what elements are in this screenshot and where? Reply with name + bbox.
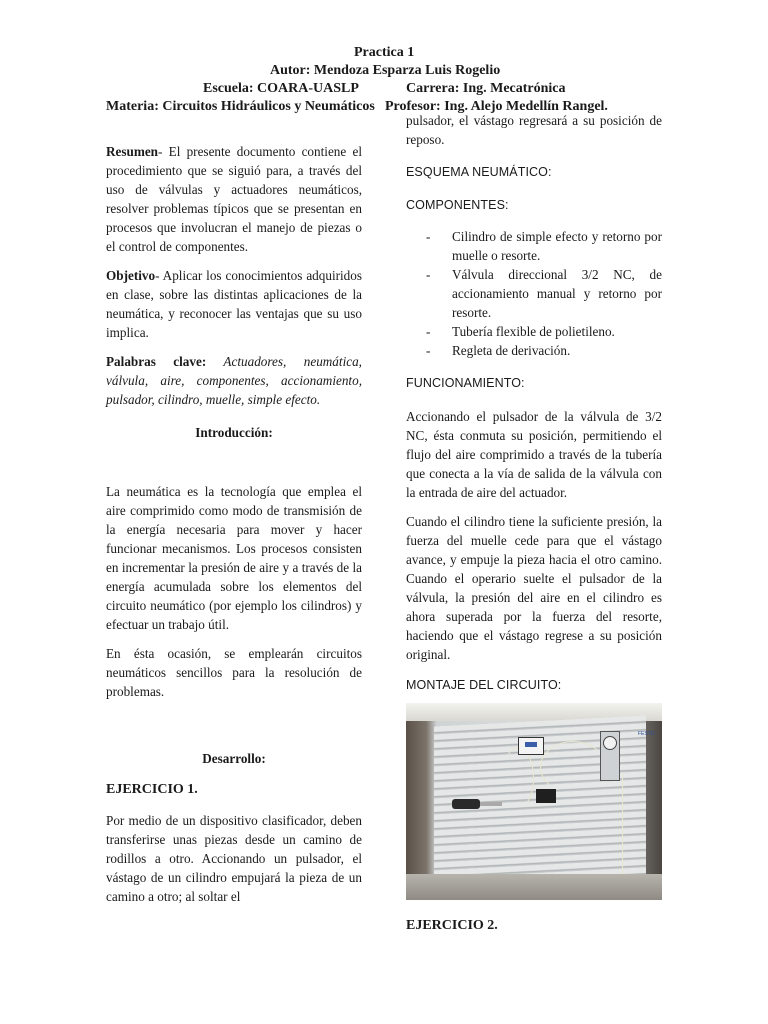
components-heading: COMPONENTES: bbox=[406, 198, 509, 212]
exercise-1-continuation: pulsador, el vástago regresará a su posición de reposo. bbox=[406, 113, 662, 147]
objective-paragraph bbox=[106, 266, 362, 342]
photo-floor bbox=[406, 874, 662, 900]
author-line: Autor: Mendoza Esparza Luis Rogelio bbox=[270, 63, 501, 78]
air-tube bbox=[540, 741, 606, 793]
abstract-text: - El presente documento contiene el procedimiento que se siguió para, a través del uso de válvulas y actuadores neumáticos, resolver problemas típicos que se presentan en procesos que involucran el manejo de piezas o el control de componentes. bbox=[106, 144, 362, 254]
exercise-1-text: Por medio de un dispositivo clasificador, deben transferirse unas piezas desde un camino de rodillos a otro. Accionando un pulsador, el vástago de un cilindro empujará la pieza de un camino a otro; al soltar el bbox=[106, 813, 362, 904]
circuit-assembly-heading: MONTAJE DEL CIRCUITO: bbox=[406, 678, 562, 692]
components-list bbox=[406, 227, 662, 360]
abstract-label: Resumen bbox=[106, 144, 159, 159]
exercise-2-heading: EJERCICIO 2. bbox=[406, 918, 498, 933]
objective-text: - Aplicar los conocimientos adquiridos en clase, sobre las distintas aplicaciones de la neumática, y reconocer las ventajas que su uso implica. bbox=[106, 268, 362, 340]
career-line: Carrera: Ing. Mecatrónica bbox=[406, 81, 566, 96]
circuit-assembly-photo bbox=[406, 703, 662, 900]
abstract-paragraph bbox=[106, 142, 362, 256]
subject-line: Materia: Circuitos Hidráulicos y Neumáticos bbox=[106, 99, 375, 114]
pressure-regulator bbox=[600, 731, 620, 781]
operation-paragraph-1: Accionando el pulsador de la válvula de 3/2 NC, ésta conmuta su posición, permitiendo el flujo del aire comprimido a través de la tubería que conecta a la vía de salida de la válvula con la entrada de aire del actuador. bbox=[406, 409, 662, 500]
introduction-paragraph-1: La neumática es la tecnología que emplea el aire comprimido como modo de transmisión de la energía necesaria para mover y hacer funcionar mecanismos. Los procesos consisten en incrementar la presión de aire y a través de la energía acumulada sobre los elementos del circuito neumático (por ejemplo los cilindros) y efectuar un trabajo útil. bbox=[106, 484, 362, 632]
list-item: - Válvula direccional 3/2 NC, de accionamiento manual y retorno por resorte. bbox=[426, 267, 662, 320]
introduction-paragraph-2: En ésta ocasión, se emplearán circuitos neumáticos sencillos para la resolución de problemas. bbox=[106, 646, 362, 699]
introduction-heading: Introducción: bbox=[195, 425, 273, 440]
list-item: - Tubería flexible de polietileno. bbox=[426, 324, 615, 339]
objective-label: Objetivo bbox=[106, 268, 156, 283]
cylinder-component bbox=[452, 799, 480, 809]
left-column bbox=[106, 142, 362, 906]
list-item: - Regleta de derivación. bbox=[426, 343, 571, 358]
development-heading: Desarrollo: bbox=[202, 751, 266, 766]
professor-line: Profesor: Ing. Alejo Medellín Rangel. bbox=[385, 99, 608, 114]
air-tube bbox=[502, 747, 534, 809]
photo-brand-label: FESTO bbox=[638, 731, 655, 737]
right-column bbox=[406, 111, 662, 935]
list-item: - Cilindro de simple efecto y retorno por muelle o resorte. bbox=[426, 229, 662, 263]
operation-heading: FUNCIONAMIENTO: bbox=[406, 376, 525, 390]
keywords-label: Palabras clave: bbox=[106, 354, 207, 369]
operation-paragraph-2: Cuando el cilindro tiene la suficiente presión, la fuerza del muelle cede para que el vástago avance, y empuje la pieza hacia el otro camino. Cuando el operario suelte el pulsador de la válvula, la presión del aire en el cilindro es ahora superada por la fuerza del resorte, haciendo que el vástago regrese a su posición original. bbox=[406, 514, 662, 662]
manifold-block bbox=[536, 789, 556, 803]
pneumatic-scheme-heading: ESQUEMA NEUMÁTICO: bbox=[406, 165, 552, 179]
exercise-1-heading: EJERCICIO 1. bbox=[106, 782, 198, 797]
school-line: Escuela: COARA-UASLP bbox=[203, 81, 359, 96]
document-title: Practica 1 bbox=[354, 45, 415, 60]
valve-component bbox=[518, 737, 544, 755]
keywords-text: Actuadores, neumática, válvula, aire, componentes, accionamiento, pulsador, cilindro, muelle, simple efecto. bbox=[106, 354, 362, 407]
keywords-paragraph bbox=[106, 352, 362, 409]
air-tube bbox=[611, 773, 623, 885]
